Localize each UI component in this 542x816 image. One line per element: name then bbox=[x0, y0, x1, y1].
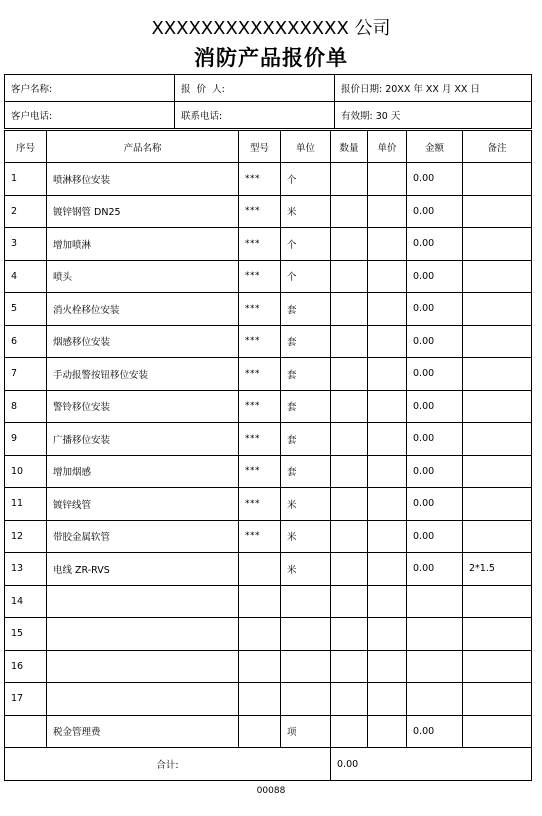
cell-price bbox=[368, 260, 407, 293]
cell-qty bbox=[331, 325, 368, 358]
cell-remark bbox=[463, 683, 532, 716]
cell-model: *** bbox=[239, 228, 281, 261]
table-row bbox=[5, 585, 532, 618]
cell-unit: 套 bbox=[281, 325, 331, 358]
cell-price bbox=[368, 390, 407, 423]
table-row bbox=[5, 715, 532, 748]
cell-price bbox=[368, 163, 407, 196]
cell-unit: 米 bbox=[281, 553, 331, 586]
cell-unit: 套 bbox=[281, 423, 331, 456]
cell-qty bbox=[331, 358, 368, 391]
table-row bbox=[5, 325, 532, 358]
cell-unit: 个 bbox=[281, 228, 331, 261]
cell-amount: 0.00 bbox=[407, 163, 463, 196]
cell-amount: 0.00 bbox=[407, 520, 463, 553]
table-row bbox=[5, 358, 532, 391]
cell-model bbox=[239, 585, 281, 618]
cell-remark bbox=[463, 325, 532, 358]
cell-product: 增加烟感 bbox=[47, 455, 239, 488]
col-header-amount: 金额 bbox=[407, 131, 463, 163]
validity: 有效期: 30 天 bbox=[335, 102, 532, 129]
cell-amount: 0.00 bbox=[407, 390, 463, 423]
cell-price bbox=[368, 488, 407, 521]
cell-price bbox=[368, 325, 407, 358]
cell-product: 镀锌线管 bbox=[47, 488, 239, 521]
cell-unit bbox=[281, 683, 331, 716]
quote-date: 报价日期: 20XX 年 XX 月 XX 日 bbox=[335, 75, 532, 102]
cell-price bbox=[368, 553, 407, 586]
cell-amount bbox=[407, 618, 463, 651]
cell-product: 带胶金属软管 bbox=[47, 520, 239, 553]
cell-unit: 米 bbox=[281, 488, 331, 521]
cell-no: 6 bbox=[5, 325, 47, 358]
table-row bbox=[5, 228, 532, 261]
cell-unit: 套 bbox=[281, 455, 331, 488]
cell-no: 1 bbox=[5, 163, 47, 196]
cell-amount: 0.00 bbox=[407, 715, 463, 748]
cell-unit bbox=[281, 618, 331, 651]
cell-unit: 套 bbox=[281, 390, 331, 423]
cell-qty bbox=[331, 390, 368, 423]
cell-unit: 个 bbox=[281, 260, 331, 293]
cell-amount: 0.00 bbox=[407, 553, 463, 586]
cell-no: 7 bbox=[5, 358, 47, 391]
cell-model bbox=[239, 715, 281, 748]
cell-price bbox=[368, 195, 407, 228]
total-row bbox=[5, 748, 532, 781]
company-name: XXXXXXXXXXXXXXXX 公司 bbox=[151, 18, 391, 39]
cell-unit: 米 bbox=[281, 520, 331, 553]
table-row bbox=[5, 618, 532, 651]
cell-remark bbox=[463, 455, 532, 488]
cell-product bbox=[47, 618, 239, 651]
cell-model: *** bbox=[239, 520, 281, 553]
cell-remark bbox=[463, 488, 532, 521]
table-row bbox=[5, 163, 532, 196]
cell-remark bbox=[463, 260, 532, 293]
cell-no: 10 bbox=[5, 455, 47, 488]
cell-amount bbox=[407, 585, 463, 618]
cell-no: 11 bbox=[5, 488, 47, 521]
cell-model: *** bbox=[239, 390, 281, 423]
table-body bbox=[5, 163, 532, 748]
col-header-no: 序号 bbox=[5, 131, 47, 163]
cell-model: *** bbox=[239, 358, 281, 391]
cell-amount: 0.00 bbox=[407, 325, 463, 358]
cell-qty bbox=[331, 195, 368, 228]
cell-remark bbox=[463, 423, 532, 456]
cell-no: 14 bbox=[5, 585, 47, 618]
cell-product: 镀锌钢管 DN25 bbox=[47, 195, 239, 228]
table-row bbox=[5, 195, 532, 228]
cell-no: 2 bbox=[5, 195, 47, 228]
cell-qty bbox=[331, 228, 368, 261]
cell-model: *** bbox=[239, 260, 281, 293]
cell-remark bbox=[463, 163, 532, 196]
table-row bbox=[5, 488, 532, 521]
cell-qty bbox=[331, 650, 368, 683]
cell-qty bbox=[331, 520, 368, 553]
cell-no: 5 bbox=[5, 293, 47, 326]
cell-model bbox=[239, 683, 281, 716]
table-row bbox=[5, 520, 532, 553]
total-value: 0.00 bbox=[331, 748, 532, 781]
page-number: 00088 bbox=[256, 786, 286, 796]
table-row bbox=[5, 293, 532, 326]
table-row bbox=[5, 683, 532, 716]
cell-qty bbox=[331, 293, 368, 326]
cell-remark bbox=[463, 195, 532, 228]
cell-price bbox=[368, 423, 407, 456]
quote-items-table bbox=[4, 130, 532, 781]
cell-price bbox=[368, 650, 407, 683]
cell-remark: 2*1.5 bbox=[463, 553, 532, 586]
total-label: 合计: bbox=[5, 748, 331, 781]
cell-product: 警铃移位安装 bbox=[47, 390, 239, 423]
cell-no: 9 bbox=[5, 423, 47, 456]
cell-no: 4 bbox=[5, 260, 47, 293]
customer-info-table bbox=[4, 74, 532, 129]
table-row bbox=[5, 553, 532, 586]
cell-qty bbox=[331, 683, 368, 716]
cell-no: 12 bbox=[5, 520, 47, 553]
cell-model: *** bbox=[239, 163, 281, 196]
table-row bbox=[5, 423, 532, 456]
cell-qty bbox=[331, 585, 368, 618]
cell-no: 15 bbox=[5, 618, 47, 651]
col-header-product: 产品名称 bbox=[47, 131, 239, 163]
cell-remark bbox=[463, 618, 532, 651]
cell-model: *** bbox=[239, 455, 281, 488]
customer-phone-label: 客户电话: bbox=[5, 102, 175, 129]
cell-model bbox=[239, 618, 281, 651]
cell-unit bbox=[281, 650, 331, 683]
cell-model: *** bbox=[239, 195, 281, 228]
cell-amount: 0.00 bbox=[407, 293, 463, 326]
cell-product: 广播移位安装 bbox=[47, 423, 239, 456]
table-row bbox=[5, 650, 532, 683]
table-header-row bbox=[5, 131, 532, 163]
cell-remark bbox=[463, 358, 532, 391]
cell-qty bbox=[331, 423, 368, 456]
customer-name-label: 客户名称: bbox=[5, 75, 175, 102]
col-header-remark: 备注 bbox=[463, 131, 532, 163]
cell-model: *** bbox=[239, 325, 281, 358]
cell-unit: 个 bbox=[281, 163, 331, 196]
table-row bbox=[5, 455, 532, 488]
cell-price bbox=[368, 618, 407, 651]
cell-amount: 0.00 bbox=[407, 195, 463, 228]
cell-model: *** bbox=[239, 423, 281, 456]
cell-no: 3 bbox=[5, 228, 47, 261]
cell-price bbox=[368, 715, 407, 748]
cell-price bbox=[368, 683, 407, 716]
cell-amount bbox=[407, 683, 463, 716]
contact-phone-label: 联系电话: bbox=[175, 102, 335, 129]
page-title: 消防产品报价单 bbox=[194, 46, 348, 70]
cell-unit: 套 bbox=[281, 293, 331, 326]
quoter-label: 报 价 人: bbox=[175, 75, 335, 102]
cell-remark bbox=[463, 293, 532, 326]
cell-amount: 0.00 bbox=[407, 358, 463, 391]
cell-qty bbox=[331, 715, 368, 748]
col-header-price: 单价 bbox=[368, 131, 407, 163]
cell-remark bbox=[463, 585, 532, 618]
cell-remark bbox=[463, 390, 532, 423]
cell-amount: 0.00 bbox=[407, 455, 463, 488]
cell-remark bbox=[463, 715, 532, 748]
cell-model bbox=[239, 650, 281, 683]
cell-unit: 米 bbox=[281, 195, 331, 228]
cell-amount: 0.00 bbox=[407, 228, 463, 261]
cell-no: 17 bbox=[5, 683, 47, 716]
cell-no bbox=[5, 715, 47, 748]
cell-price bbox=[368, 358, 407, 391]
cell-remark bbox=[463, 520, 532, 553]
cell-product bbox=[47, 585, 239, 618]
cell-product: 税金管理费 bbox=[47, 715, 239, 748]
cell-remark bbox=[463, 650, 532, 683]
cell-no: 16 bbox=[5, 650, 47, 683]
cell-qty bbox=[331, 488, 368, 521]
cell-product: 手动报警按钮移位安装 bbox=[47, 358, 239, 391]
cell-amount: 0.00 bbox=[407, 423, 463, 456]
cell-no: 8 bbox=[5, 390, 47, 423]
cell-model: *** bbox=[239, 488, 281, 521]
col-header-unit: 单位 bbox=[281, 131, 331, 163]
cell-price bbox=[368, 228, 407, 261]
cell-product: 喷头 bbox=[47, 260, 239, 293]
table-row bbox=[5, 260, 532, 293]
cell-product: 增加喷淋 bbox=[47, 228, 239, 261]
cell-unit bbox=[281, 585, 331, 618]
cell-product bbox=[47, 650, 239, 683]
cell-amount: 0.00 bbox=[407, 260, 463, 293]
cell-amount bbox=[407, 650, 463, 683]
cell-unit: 项 bbox=[281, 715, 331, 748]
cell-qty bbox=[331, 163, 368, 196]
table-row bbox=[5, 390, 532, 423]
cell-model: *** bbox=[239, 293, 281, 326]
cell-remark bbox=[463, 228, 532, 261]
cell-price bbox=[368, 585, 407, 618]
cell-price bbox=[368, 455, 407, 488]
cell-price bbox=[368, 293, 407, 326]
cell-product bbox=[47, 683, 239, 716]
cell-product: 电线 ZR-RVS bbox=[47, 553, 239, 586]
cell-product: 消火栓移位安装 bbox=[47, 293, 239, 326]
cell-amount: 0.00 bbox=[407, 488, 463, 521]
cell-qty bbox=[331, 260, 368, 293]
cell-qty bbox=[331, 455, 368, 488]
col-header-qty: 数量 bbox=[331, 131, 368, 163]
cell-price bbox=[368, 520, 407, 553]
cell-product: 烟感移位安装 bbox=[47, 325, 239, 358]
cell-product: 喷淋移位安装 bbox=[47, 163, 239, 196]
cell-qty bbox=[331, 553, 368, 586]
cell-model bbox=[239, 553, 281, 586]
col-header-model: 型号 bbox=[239, 131, 281, 163]
cell-qty bbox=[331, 618, 368, 651]
cell-no: 13 bbox=[5, 553, 47, 586]
cell-unit: 套 bbox=[281, 358, 331, 391]
